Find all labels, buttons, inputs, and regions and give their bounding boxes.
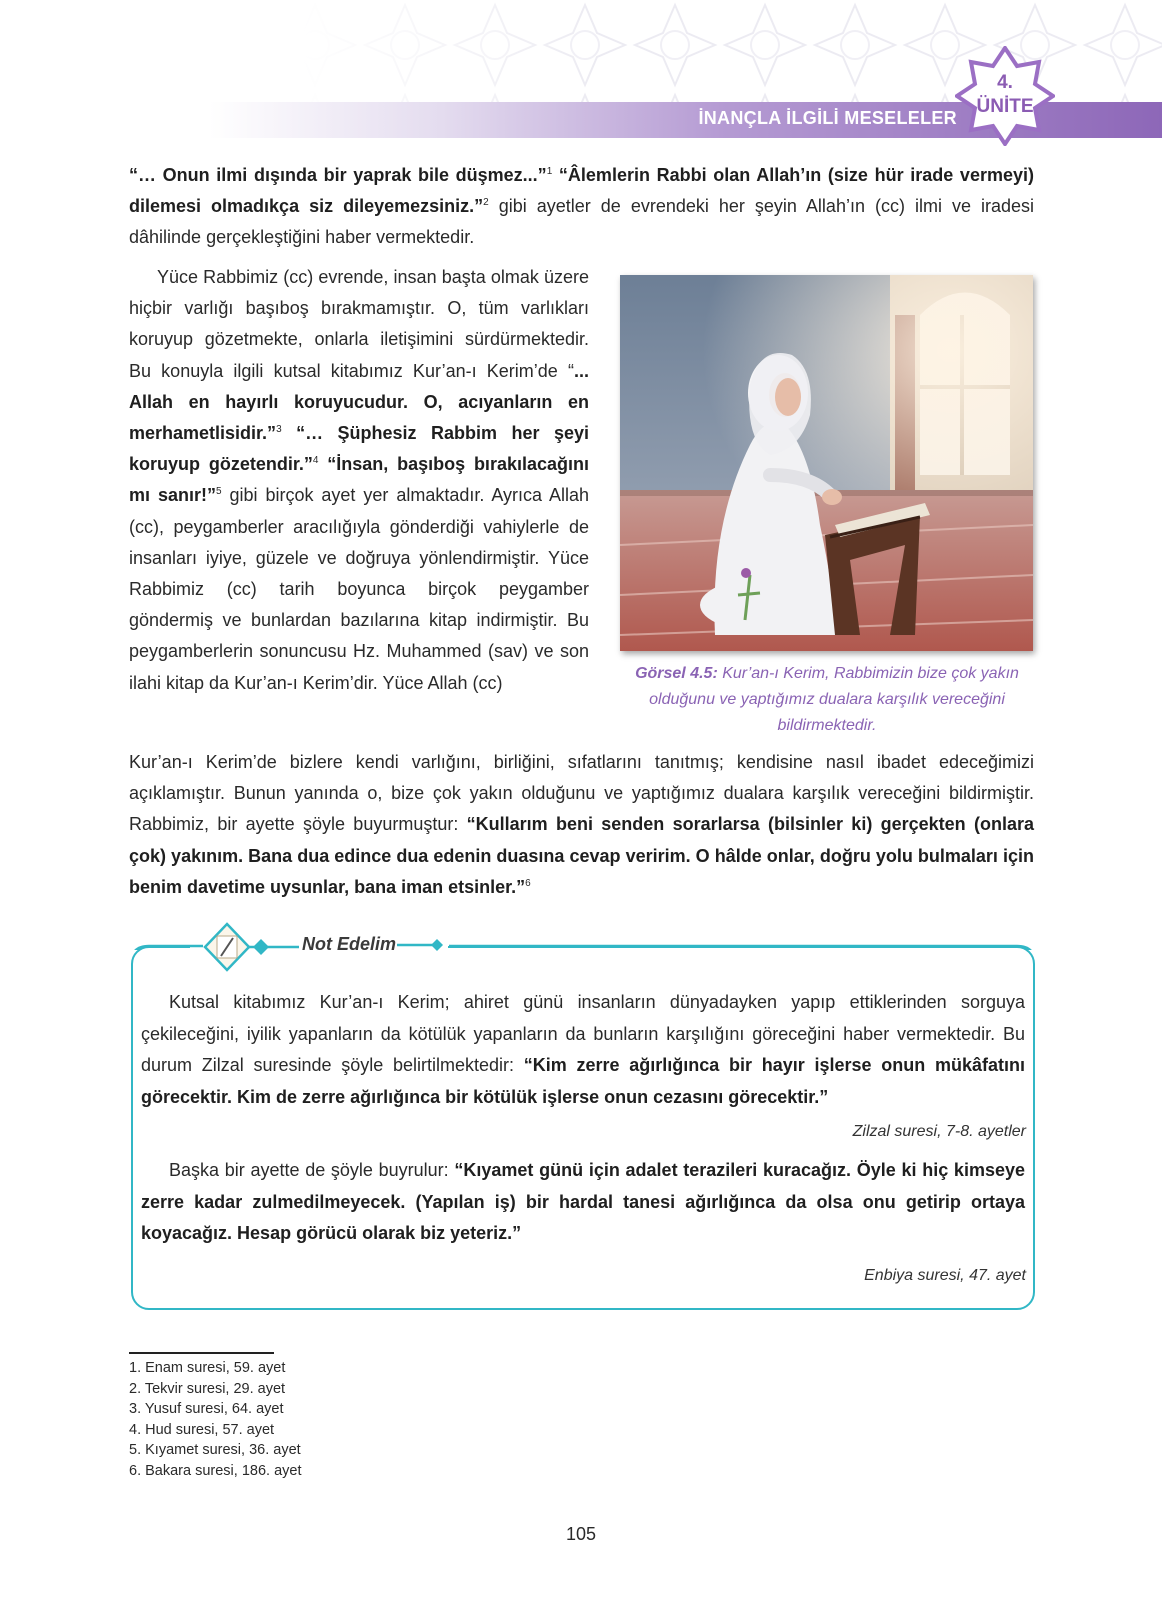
intro-paragraph: “… Onun ilmi dışında bir yaprak bile düşmez...”$^1$ “Âlemlerin Rabbi olan Allah’ın (size hür irade vermeyi) dilemesi olmadıkça siz dileyemezsiniz.”$^2$ gibi ayetler de evrendeki her şeyin Allah’ın (cc) ilmi ve iradesi dâhilinde gerçekleştiğini haber vermektedir.	[129, 165, 1035, 248]
body-paragraph-left-column: Yüce Rabbimiz (cc) evrende, insan başta olmak üzere hiçbir varlığı başıboş bırakmamıştır. O, tüm varlıkları koruyup gözetmekte, onlarla iletişimini sürdürmektedir. Bu konuyla ilgili kutsal kitabımız Kur’an-ı Kerim’de “... Allah en hayırlı koruyucudur. O, acıyanların en merhametlisidir.”$^3$ “… Şüphesiz Rabbim her şeyi koruyup gözetendir.”$^4$ “İnsan, başıboş bırakılacağını mı sanır!”$^5$ gibi birçok ayet yer almaktadır. Ayrıca Allah (cc), peygamberler aracılığıyla gönderdiği vahiylerle de insanları iyiye, güzele ve doğruya yönlendirmiştir. Yüce Rabbimiz (cc) tarih boyunca birçok peygamber göndermiş ve bunlardan bazılarına kitap indirmiştir. Bu peygamberlerin sonuncusu Hz. Muhammed (sav) ve son ilahi kitap da Kur’an-ı Kerim’dir. Yüce Allah (cc)	[129, 267, 589, 693]
note-source-2: Enbiya suresi, 47. ayet	[864, 1267, 1026, 1284]
unit-number: 4.	[997, 72, 1013, 93]
note-title: Not Edelim	[302, 934, 397, 954]
footnotes	[129, 1358, 302, 1481]
note-pencil-icon	[203, 922, 299, 972]
footnote-item: 2. Tekvir suresi, 29. ayet	[129, 1380, 286, 1397]
note-paragraph-1: Kutsal kitabımız Kur’an-ı Kerim; ahiret günü insanların dünyadayken yapıp ettiklerinden sorguya çekileceğini, iyilik yapanların da kötülük yapanların da bunların karşılığını göreceğini haber vermektedir. Bu durum Zilzal suresinde şöyle belirtilmektedir: “Kim zerre ağırlığınca bir hayır işlerse onun mükâfatını görecektir. Kim de zerre ağırlığınca bir kötülük işlerse onun cezasını görecektir.”	[141, 992, 1025, 1107]
body-paragraph-full: Kur’an-ı Kerim’de bizlere kendi varlığını, birliğini, sıfatlarını tanıtmış; kendisine nasıl ibadet edeceğimizi açıklamıştır. Bunun yanında o, bize çok yakın olduğunu ve yaptığımız dualara karşılık vereceğini bildirmiştir. Rabbimiz, bir ayette şöyle buyurmuştur: “Kullarım beni senden sorarlarsa (bilsinler ki) gerçekten (onlara çok) yakınım. Bana dua edince dua edenin duasına cevap veririm. O hâlde onlar, doğru yolu bulmaları için benim davetime uysunlar, bana iman etsinler.”$^6$	[129, 752, 1034, 897]
footnote-item: 4. Hud suresi, 57. ayet	[129, 1421, 275, 1438]
footnote-item: 3. Yusuf suresi, 64. ayet	[129, 1401, 284, 1417]
note-diamond-icon	[397, 938, 447, 952]
note-paragraph-2: Başka bir ayette de şöyle buyrulur: “Kıyamet günü için adalet terazileri kuracağız. Öyle ki hiç kimseye zerre kadar zulmedilmeyecek. (Yapılan iş) bir hardal tanesi ağırlığınca da olsa onu getirip ortaya koyacağız. Hesap görücü olarak biz yeteriz.”	[141, 1160, 1025, 1243]
figure-label: Görsel 4.5:	[635, 665, 718, 682]
page-number: 105	[565, 1524, 597, 1544]
footnote-item: 1. Enam suresi, 59. ayet	[129, 1360, 286, 1376]
figure-caption: Görsel 4.5: Kur’an-ı Kerim, Rabbimizin bize çok yakın olduğunu ve yaptığımız dualara karşılık vereceğini bildirmektedir.	[635, 665, 1019, 734]
footnote-item: 6. Bakara suresi, 186. ayet	[129, 1462, 302, 1479]
footnote-item: 5. Kıyamet suresi, 36. ayet	[129, 1442, 301, 1458]
note-source-1: Zilzal suresi, 7-8. ayetler	[852, 1123, 1026, 1140]
prayer-photo	[620, 275, 1033, 651]
chapter-title: İNANÇLA İLGİLİ MESELELER	[698, 108, 957, 128]
unit-label: ÜNİTE	[976, 96, 1034, 117]
footnote-rule	[129, 1352, 274, 1354]
